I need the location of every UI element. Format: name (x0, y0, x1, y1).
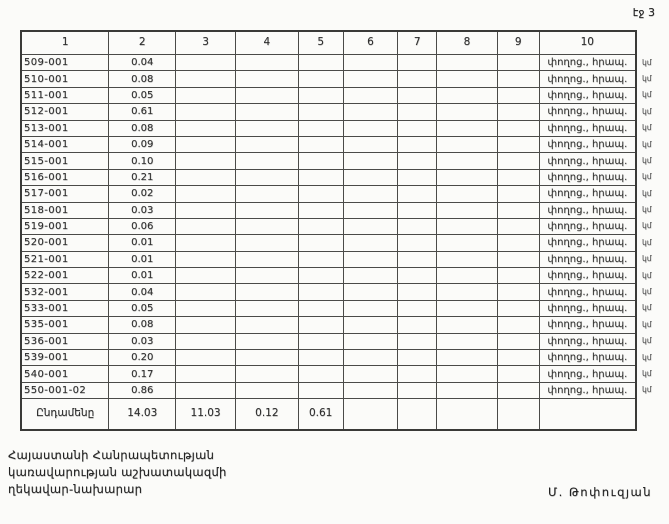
empty-cell (298, 104, 343, 120)
unit-cell: կմ (642, 73, 652, 83)
empty-cell (176, 104, 236, 120)
column-header-7: 7 (398, 31, 437, 55)
page-number-label: էջ 3 (632, 6, 655, 19)
empty-cell (176, 186, 236, 202)
empty-cell (235, 153, 298, 169)
column-header-8: 8 (437, 31, 498, 55)
unit-cell: կմ (642, 106, 652, 116)
empty-cell (398, 284, 437, 300)
value-cell: 0.08 (109, 71, 176, 87)
value-cell: 0.08 (109, 317, 176, 333)
empty-cell (398, 300, 437, 316)
empty-cell (398, 120, 437, 136)
type-cell: փողոց., հրապ. (539, 104, 636, 120)
table-header-row (21, 31, 668, 55)
unit-spacer-cell (636, 399, 668, 431)
empty-cell (298, 333, 343, 349)
type-cell: փողոց., հրապ. (539, 284, 636, 300)
code-cell: 522-001 (21, 268, 109, 284)
empty-cell (235, 136, 298, 152)
table-row (21, 268, 668, 284)
empty-cell (235, 317, 298, 333)
empty-cell (176, 153, 236, 169)
empty-cell (343, 268, 398, 284)
empty-cell (298, 235, 343, 251)
empty-cell (343, 350, 398, 366)
empty-cell (298, 382, 343, 398)
empty-cell (497, 366, 539, 382)
empty-cell (176, 71, 236, 87)
empty-cell (298, 169, 343, 185)
total-label-cell: Ընդամենը (21, 399, 109, 431)
code-cell: 533-001 (21, 300, 109, 316)
empty-cell (235, 366, 298, 382)
value-cell: 0.17 (109, 366, 176, 382)
value-cell: 0.04 (109, 284, 176, 300)
empty-cell (298, 120, 343, 136)
empty-cell (235, 382, 298, 398)
empty-cell (298, 284, 343, 300)
empty-cell (298, 317, 343, 333)
unit-cell: կմ (642, 352, 652, 362)
table-row (21, 186, 668, 202)
empty-cell (437, 136, 498, 152)
empty-cell (437, 284, 498, 300)
empty-cell (343, 55, 398, 71)
unit-cell: կմ (642, 90, 652, 100)
unit-cell: կմ (642, 57, 652, 67)
empty-cell (343, 104, 398, 120)
empty-cell (398, 153, 437, 169)
code-cell: 509-001 (21, 55, 109, 71)
empty-cell (176, 136, 236, 152)
unit-cell: կմ (642, 368, 652, 378)
value-cell: 0.08 (109, 120, 176, 136)
column-header-3: 3 (176, 31, 236, 55)
table-row (21, 120, 668, 136)
empty-cell (235, 87, 298, 103)
empty-cell (235, 251, 298, 267)
value-cell: 0.01 (109, 251, 176, 267)
empty-cell (343, 399, 398, 431)
empty-cell (298, 202, 343, 218)
empty-cell (437, 202, 498, 218)
empty-cell (398, 382, 437, 398)
empty-cell (497, 104, 539, 120)
empty-cell (437, 104, 498, 120)
unit-cell: կմ (642, 303, 652, 313)
type-cell: փողոց., հրապ. (539, 382, 636, 398)
type-cell: փողոց., հրապ. (539, 235, 636, 251)
empty-cell (497, 120, 539, 136)
empty-cell (235, 350, 298, 366)
empty-cell (437, 186, 498, 202)
empty-cell (235, 235, 298, 251)
table-row (21, 87, 668, 103)
type-cell: փողոց., հրապ. (539, 366, 636, 382)
unit-cell: կմ (642, 139, 652, 149)
empty-cell (235, 71, 298, 87)
empty-cell (176, 300, 236, 316)
empty-cell (497, 55, 539, 71)
empty-cell (176, 333, 236, 349)
unit-cell: կմ (642, 237, 652, 247)
empty-cell (437, 55, 498, 71)
empty-cell (176, 55, 236, 71)
empty-cell (398, 202, 437, 218)
table-row (21, 71, 668, 87)
empty-cell (343, 333, 398, 349)
empty-cell (298, 268, 343, 284)
type-cell: փողոց., հրապ. (539, 317, 636, 333)
empty-cell (235, 120, 298, 136)
empty-cell (398, 350, 437, 366)
empty-cell (343, 235, 398, 251)
value-cell: 0.01 (109, 268, 176, 284)
empty-cell (497, 71, 539, 87)
empty-cell (298, 153, 343, 169)
empty-cell (343, 317, 398, 333)
empty-cell (398, 186, 437, 202)
value-cell: 0.01 (109, 235, 176, 251)
code-cell: 521-001 (21, 251, 109, 267)
empty-cell (235, 169, 298, 185)
empty-cell (497, 268, 539, 284)
table-row (21, 218, 668, 234)
empty-cell (343, 382, 398, 398)
empty-cell (497, 317, 539, 333)
empty-cell (398, 366, 437, 382)
table-row (21, 333, 668, 349)
empty-cell (343, 153, 398, 169)
empty-cell (298, 366, 343, 382)
empty-cell (176, 268, 236, 284)
value-cell: 0.05 (109, 300, 176, 316)
code-cell: 536-001 (21, 333, 109, 349)
table-row (21, 317, 668, 333)
empty-cell (235, 284, 298, 300)
empty-cell (298, 186, 343, 202)
empty-cell (497, 235, 539, 251)
value-cell: 0.61 (109, 104, 176, 120)
empty-cell (235, 104, 298, 120)
table-row (21, 300, 668, 316)
code-cell: 520-001 (21, 235, 109, 251)
unit-cell: կմ (642, 221, 652, 231)
table-body (21, 55, 668, 399)
empty-cell (298, 218, 343, 234)
table-row (21, 284, 668, 300)
column-header-9: 9 (497, 31, 539, 55)
empty-cell (176, 120, 236, 136)
value-cell: 0.03 (109, 202, 176, 218)
table-row (21, 169, 668, 185)
empty-cell (298, 300, 343, 316)
code-cell: 539-001 (21, 350, 109, 366)
empty-cell (437, 251, 498, 267)
table-row (21, 366, 668, 382)
value-cell: 0.21 (109, 169, 176, 185)
empty-cell (343, 186, 398, 202)
type-cell: փողոց., հրապ. (539, 169, 636, 185)
empty-cell (437, 268, 498, 284)
empty-cell (497, 202, 539, 218)
type-cell: փողոց., հրապ. (539, 153, 636, 169)
empty-cell (398, 136, 437, 152)
empty-cell (343, 202, 398, 218)
empty-cell (343, 300, 398, 316)
empty-cell (437, 87, 498, 103)
empty-cell (176, 382, 236, 398)
empty-cell (497, 87, 539, 103)
unit-cell: կմ (642, 287, 652, 297)
value-cell: 0.05 (109, 87, 176, 103)
code-cell: 535-001 (21, 317, 109, 333)
empty-cell (298, 350, 343, 366)
issuer-line-1: Հայաստանի Հանրապետության (8, 448, 215, 462)
empty-cell (343, 169, 398, 185)
type-cell: փողոց., հրապ. (539, 202, 636, 218)
value-cell: 0.06 (109, 218, 176, 234)
code-cell: 515-001 (21, 153, 109, 169)
empty-cell (437, 153, 498, 169)
empty-cell (176, 202, 236, 218)
empty-cell (497, 300, 539, 316)
unit-cell: կմ (642, 319, 652, 329)
empty-cell (343, 71, 398, 87)
empty-cell (398, 235, 437, 251)
value-cell: 0.86 (109, 382, 176, 398)
code-cell: 550-001-02 (21, 382, 109, 398)
unit-cell: կմ (642, 188, 652, 198)
table-row (21, 153, 668, 169)
empty-cell (437, 218, 498, 234)
empty-cell (343, 284, 398, 300)
code-cell: 513-001 (21, 120, 109, 136)
empty-cell (398, 87, 437, 103)
empty-cell (437, 120, 498, 136)
table-row (21, 251, 668, 267)
empty-cell (235, 268, 298, 284)
total-row (21, 399, 668, 431)
type-cell: փողոց., հրապ. (539, 186, 636, 202)
empty-cell (398, 399, 437, 431)
empty-cell (398, 169, 437, 185)
empty-cell (437, 333, 498, 349)
empty-cell (398, 218, 437, 234)
empty-cell (235, 186, 298, 202)
code-cell: 511-001 (21, 87, 109, 103)
value-cell: 0.03 (109, 333, 176, 349)
empty-cell (497, 382, 539, 398)
empty-cell (343, 120, 398, 136)
unit-cell: կմ (642, 205, 652, 215)
empty-cell (298, 251, 343, 267)
value-cell: 0.04 (109, 55, 176, 71)
table-row (21, 104, 668, 120)
empty-cell (176, 235, 236, 251)
type-cell: փողոց., հրապ. (539, 251, 636, 267)
code-cell: 516-001 (21, 169, 109, 185)
empty-cell (343, 366, 398, 382)
empty-cell (176, 169, 236, 185)
empty-cell (176, 218, 236, 234)
empty-cell (497, 333, 539, 349)
empty-cell (398, 333, 437, 349)
type-cell: փողոց., հրապ. (539, 218, 636, 234)
unit-cell: կմ (642, 123, 652, 133)
empty-cell (235, 300, 298, 316)
empty-cell (437, 317, 498, 333)
table-footer (21, 399, 668, 431)
code-cell: 532-001 (21, 284, 109, 300)
empty-cell (497, 186, 539, 202)
empty-cell (497, 218, 539, 234)
signatory-name: Մ. Թոփուզյան (548, 485, 652, 499)
empty-cell (398, 317, 437, 333)
empty-cell (298, 55, 343, 71)
empty-cell (497, 251, 539, 267)
table-row (21, 136, 668, 152)
unit-cell: կմ (642, 254, 652, 264)
table-row (21, 55, 668, 71)
value-cell: 0.02 (109, 186, 176, 202)
empty-cell (235, 218, 298, 234)
column-header-2: 2 (109, 31, 176, 55)
issuer-line-3: ղեկավար-նախարար (8, 482, 143, 496)
table-header (21, 31, 668, 55)
type-cell: փողոց., հրապ. (539, 71, 636, 87)
total-col4-cell: 0.12 (235, 399, 298, 431)
empty-cell (437, 399, 498, 431)
empty-cell (437, 382, 498, 398)
empty-cell (176, 284, 236, 300)
code-cell: 514-001 (21, 136, 109, 152)
type-cell: փողոց., հրապ. (539, 55, 636, 71)
unit-cell: կմ (642, 336, 652, 346)
issuer-line-2: կառավարության աշխատակազմի (8, 465, 227, 479)
empty-cell (437, 350, 498, 366)
type-cell: փողոց., հրապ. (539, 87, 636, 103)
empty-cell (343, 218, 398, 234)
empty-cell (398, 55, 437, 71)
empty-cell (398, 71, 437, 87)
code-cell: 540-001 (21, 366, 109, 382)
empty-cell (298, 71, 343, 87)
column-header-1: 1 (21, 31, 109, 55)
empty-cell (176, 350, 236, 366)
empty-cell (497, 136, 539, 152)
empty-cell (298, 136, 343, 152)
table-row (21, 235, 668, 251)
value-cell: 0.10 (109, 153, 176, 169)
empty-cell (398, 268, 437, 284)
empty-cell (343, 87, 398, 103)
value-cell: 0.20 (109, 350, 176, 366)
empty-cell (497, 153, 539, 169)
code-cell: 510-001 (21, 71, 109, 87)
empty-cell (437, 169, 498, 185)
empty-cell (398, 104, 437, 120)
empty-cell (497, 399, 539, 431)
type-cell: փողոց., հրապ. (539, 136, 636, 152)
code-cell: 517-001 (21, 186, 109, 202)
empty-cell (497, 350, 539, 366)
code-cell: 518-001 (21, 202, 109, 218)
empty-cell (497, 284, 539, 300)
unit-cell: կմ (642, 155, 652, 165)
type-cell: փողոց., հրապ. (539, 350, 636, 366)
empty-cell (497, 169, 539, 185)
column-header-5: 5 (298, 31, 343, 55)
empty-cell (343, 251, 398, 267)
unit-cell: կմ (642, 172, 652, 182)
unit-cell: կմ (642, 270, 652, 280)
table-row (21, 350, 668, 366)
total-col3-cell: 11.03 (176, 399, 236, 431)
type-cell: փողոց., հրապ. (539, 120, 636, 136)
empty-cell (343, 136, 398, 152)
empty-cell (176, 251, 236, 267)
column-header-6: 6 (343, 31, 398, 55)
column-header-4: 4 (235, 31, 298, 55)
value-cell: 0.09 (109, 136, 176, 152)
table-row (21, 382, 668, 398)
type-cell: փողոց., հրապ. (539, 268, 636, 284)
empty-cell (437, 366, 498, 382)
table-row (21, 202, 668, 218)
type-cell: փողոց., հրապ. (539, 300, 636, 316)
empty-cell (176, 87, 236, 103)
empty-cell (235, 202, 298, 218)
code-cell: 519-001 (21, 218, 109, 234)
empty-cell (539, 399, 636, 431)
unit-cell: կմ (642, 385, 652, 395)
empty-cell (176, 366, 236, 382)
total-col5-cell: 0.61 (298, 399, 343, 431)
empty-cell (176, 317, 236, 333)
unit-column-header (636, 31, 668, 55)
code-cell: 512-001 (21, 104, 109, 120)
issuer-title-block (8, 447, 227, 498)
total-col2-cell: 14.03 (109, 399, 176, 431)
empty-cell (298, 87, 343, 103)
empty-cell (437, 300, 498, 316)
empty-cell (437, 71, 498, 87)
type-cell: փողոց., հրապ. (539, 333, 636, 349)
empty-cell (437, 235, 498, 251)
empty-cell (235, 55, 298, 71)
empty-cell (235, 333, 298, 349)
column-header-10: 10 (539, 31, 636, 55)
empty-cell (398, 251, 437, 267)
road-lengths-table (20, 30, 669, 431)
